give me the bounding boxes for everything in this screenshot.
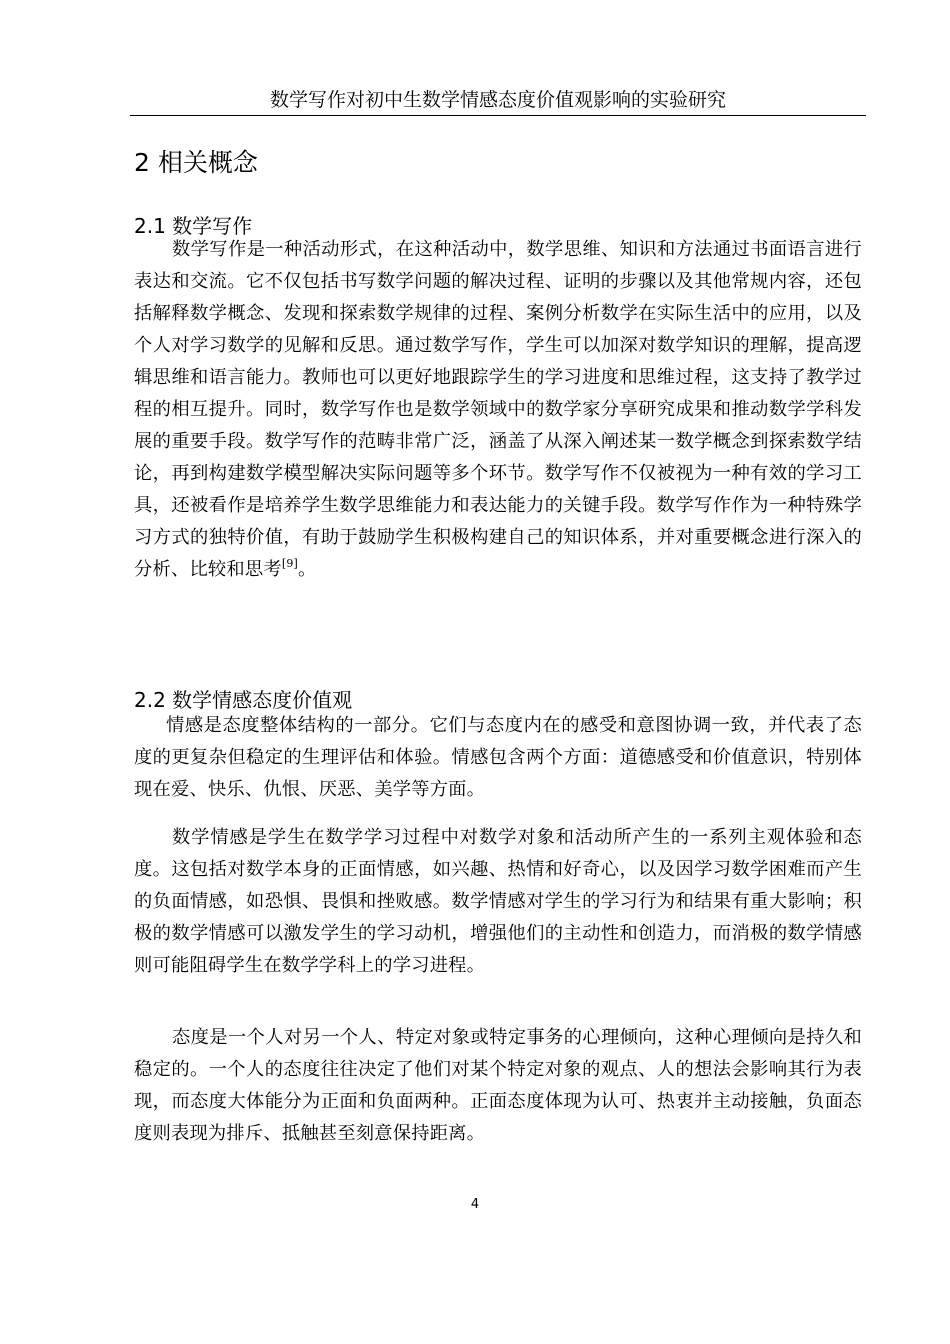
paragraph-math-emotion: 数学情感是学生在数学学习过程中对数学对象和活动所产生的一系列主观体验和态度。这包括对数学本身的正面情感，如兴趣、热情和好奇心，以及因学习数学困难而产生的负面情感，如恐惧、畏惧和挫败感。数学情感对学生的学习行为和结果有重大影响；积极的数学情感可以激发学生的学习动机，增强他们的主动性和创造力，而消极的数学情感则可能阻碍学生在数学学科上的学习进程。: [134, 827, 862, 976]
paragraph-emotion: 情感是态度整体结构的一部分。它们与态度内在的感受和意图协调一致，并代表了态度的更复杂但稳定的生理评估和体验。情感包含两个方面：道德感受和价值意识，特别体现在爱、快乐、仇恨、厌恶、美学等方面。: [134, 715, 862, 800]
page-number: 4: [470, 1197, 480, 1212]
paragraph-end-punct: 。: [298, 559, 317, 580]
running-header: 数学写作对初中生数学情感态度价值观影响的实验研究: [269, 89, 726, 111]
chapter-title: 2 相关概念: [134, 148, 258, 177]
paragraph-attitude: 态度是一个人对另一个人、特定对象或特定事务的心理倾向，这种心理倾向是持久和稳定的。一个人的态度往往决定了他们对某个特定对象的观点、人的想法会影响其行为表现，而态度大体能分为正面和负面两种。正面态度体现为认可、热衷并主动接触，负面态度则表现为排斥、抵触甚至刻意保持距离。: [134, 1027, 862, 1144]
section-title-2-1: 2.1 数学写作: [134, 214, 253, 238]
header-rule: [130, 115, 866, 116]
paragraph-math-writing: [134, 234, 862, 586]
citation-reference: [9]: [281, 557, 299, 570]
paragraph-text: 数学写作是一种活动形式，在这种活动中，数学思维、知识和方法通过书面语言进行表达和交流。它不仅包括书写数学问题的解决过程、证明的步骤以及其他常规内容，还包括解释数学概念、发现和探索数学规律的过程、案例分析数学在实际生活中的应用，以及个人对学习数学的见解和反思。通过数学写作，学生可以加深对数学知识的理解，提高逻辑思维和语言能力。教师也可以更好地跟踪学生的学习进度和思维过程，这支持了教学过程的相互提升。同时，数学写作也是数学领域中的数学家分享研究成果和推动数学学科发展的重要手段。数学写作的范畴非常广泛，涵盖了从深入阐述某一数学概念到探索数学结论，再到构建数学模型解决实际问题等多个环节。数学写作不仅被视为一种有效的学习工具，还被看作是培养学生数学思维能力和表达能力的关键手段。数学写作作为一种特殊学习方式的独特价值，有助于鼓励学生积极构建自己的知识体系，并对重要概念进行深入的分析、比较和思考: [134, 239, 862, 580]
section-title-2-2: 2.2 数学情感态度价值观: [134, 688, 353, 712]
